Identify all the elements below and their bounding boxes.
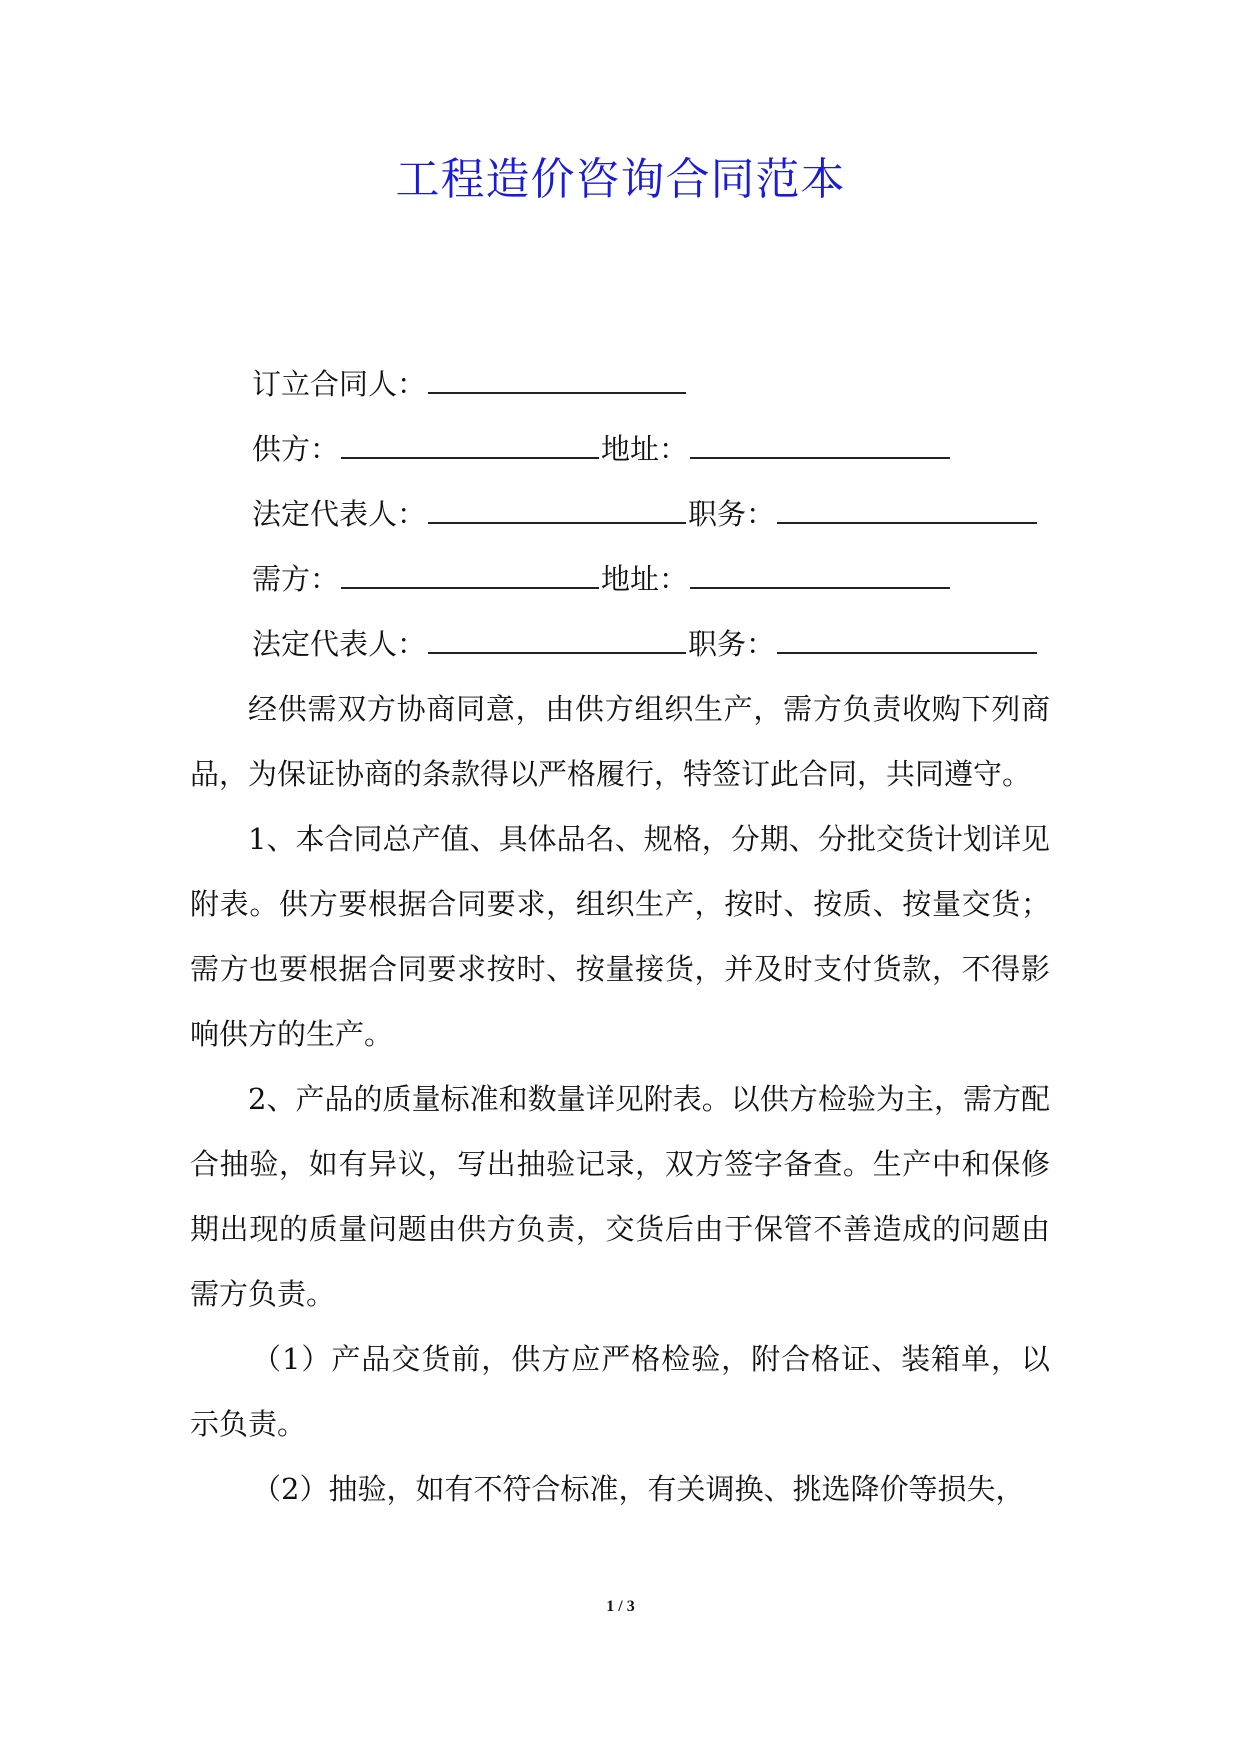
sub-clause-2-paragraph: （2）抽验，如有不符合标准，有关调换、挑选降价等损失，	[252, 1472, 1025, 1506]
supplier-address-blank	[690, 431, 950, 459]
buyer-address-label: 地址：	[601, 562, 689, 596]
supplier-blank	[341, 431, 599, 459]
contractor-label: 订立合同人：	[252, 367, 427, 401]
supplier-title-label: 职务：	[688, 497, 776, 531]
supplier-rep-line	[190, 482, 1050, 547]
supplier-address-label: 地址：	[601, 432, 689, 466]
supplier-line	[190, 417, 1050, 482]
buyer-rep-blank	[428, 626, 686, 654]
buyer-title-blank	[777, 626, 1037, 654]
document-title: 工程造价咨询合同范本	[395, 154, 846, 205]
sub-clause-1-paragraph: （1）产品交货前，供方应严格检验，附合格证、装箱单，以示负责。	[190, 1342, 1050, 1441]
buyer-blank	[341, 561, 599, 589]
buyer-rep-label: 法定代表人：	[252, 627, 427, 661]
buyer-line	[190, 547, 1050, 612]
supplier-label: 供方：	[252, 432, 340, 466]
supplier-rep-blank	[428, 496, 686, 524]
page-indicator: 1 / 3	[606, 1598, 635, 1615]
clause-2-paragraph: 2、产品的质量标准和数量详见附表。以供方检验为主，需方配合抽验，如有异议，写出抽验记录，双方签字备查。生产中和保修期出现的质量问题由供方负责，交货后由于保管不善造成的问题由需方负责。	[190, 1082, 1050, 1311]
supplier-rep-label: 法定代表人：	[252, 497, 427, 531]
buyer-address-blank	[690, 561, 950, 589]
intro-paragraph: 经供需双方协商同意，由供方组织生产，需方负责收购下列商品，为保证协商的条款得以严格履行，特签订此合同，共同遵守。	[190, 692, 1050, 791]
clause-1-paragraph: 1、本合同总产值、具体品名、规格，分期、分批交货计划详见附表。供方要根据合同要求，组织生产，按时、按质、按量交货；需方也要根据合同要求按时、按量接货，并及时支付货款，不得影响供方的生产。	[190, 822, 1050, 1051]
buyer-rep-line	[190, 612, 1050, 677]
contractor-line	[190, 352, 1050, 417]
document-body	[190, 352, 1050, 1522]
contractor-blank	[428, 366, 686, 394]
supplier-title-blank	[777, 496, 1037, 524]
buyer-title-label: 职务：	[688, 627, 776, 661]
buyer-label: 需方：	[252, 562, 340, 596]
